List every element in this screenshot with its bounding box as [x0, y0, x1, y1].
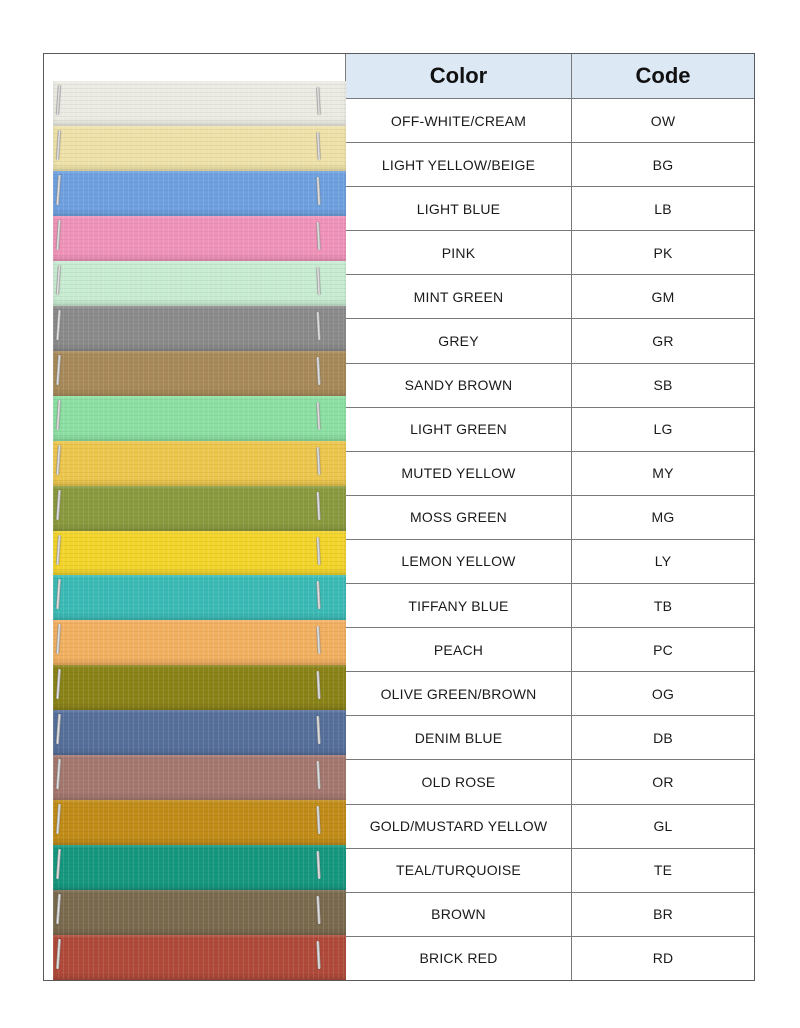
color-code-cell: GM — [651, 288, 675, 305]
color-code-cell: OG — [651, 685, 675, 702]
fabric-swatch — [53, 126, 346, 171]
staple-pin-icon — [56, 714, 61, 744]
color-code-cell: TB — [653, 597, 673, 614]
table-row — [346, 275, 754, 319]
staple-pin-icon — [56, 894, 61, 924]
color-code-cell: LG — [653, 421, 673, 438]
staple-pin-icon — [316, 447, 320, 475]
staple-pin-icon — [56, 534, 61, 564]
staple-pin-icon — [56, 849, 61, 879]
color-name-cell: OLIVE GREEN/BROWN — [346, 672, 572, 715]
table-header-row — [346, 54, 754, 99]
color-code-cell: SB — [653, 377, 673, 394]
staple-pin-icon — [316, 132, 320, 160]
staple-pin-icon — [316, 896, 320, 924]
color-name-cell: MINT GREEN — [346, 275, 572, 318]
fabric-swatch — [53, 441, 346, 486]
color-code-cell: PK — [653, 244, 673, 261]
table-row — [346, 893, 754, 937]
color-name-cell: BRICK RED — [346, 937, 572, 980]
table-row — [346, 143, 754, 187]
table-row — [346, 187, 754, 231]
staple-pin-icon — [316, 581, 320, 609]
color-name-cell: MOSS GREEN — [346, 496, 572, 539]
staple-pin-icon — [56, 220, 61, 250]
staple-pin-icon — [56, 85, 61, 115]
fabric-swatch — [53, 396, 346, 441]
color-code-cell: MY — [652, 465, 674, 482]
staple-pin-icon — [56, 310, 61, 340]
fabric-swatch-photo — [44, 54, 346, 980]
table-row — [346, 849, 754, 893]
color-name-cell: GOLD/MUSTARD YELLOW — [346, 805, 572, 848]
table-row — [346, 628, 754, 672]
swatch-strip — [53, 81, 346, 980]
staple-pin-icon — [56, 130, 61, 160]
color-code-cell: RD — [652, 950, 674, 967]
color-name-cell: TEAL/TURQUOISE — [346, 849, 572, 892]
fabric-swatch — [53, 755, 346, 800]
color-code-cell: LY — [654, 553, 672, 570]
table-row — [346, 760, 754, 804]
fabric-swatch — [53, 845, 346, 890]
fabric-swatch — [53, 665, 346, 710]
color-name-cell: BROWN — [346, 893, 572, 936]
color-code-cell: LB — [654, 200, 672, 217]
table-row — [346, 716, 754, 760]
fabric-swatch — [53, 351, 346, 396]
staple-pin-icon — [56, 265, 61, 295]
color-name-cell: LEMON YELLOW — [346, 540, 572, 583]
table-row — [346, 408, 754, 452]
staple-pin-icon — [56, 579, 61, 609]
fabric-swatch — [53, 486, 346, 531]
staple-pin-icon — [316, 492, 320, 520]
staple-pin-icon — [316, 87, 320, 115]
staple-pin-icon — [316, 806, 320, 834]
staple-pin-icon — [316, 312, 320, 340]
staple-pin-icon — [316, 671, 320, 699]
fabric-swatch — [53, 575, 346, 620]
fabric-swatch — [53, 710, 346, 755]
staple-pin-icon — [56, 445, 61, 475]
table-row — [346, 805, 754, 849]
color-name-cell: OFF-WHITE/CREAM — [346, 99, 572, 142]
staple-pin-icon — [56, 669, 61, 699]
staple-pin-icon — [56, 400, 61, 430]
table-row — [346, 364, 754, 408]
table-row — [346, 99, 754, 143]
staple-pin-icon — [56, 804, 61, 834]
color-name-cell: LIGHT YELLOW/BEIGE — [346, 143, 572, 186]
fabric-swatch — [53, 890, 346, 935]
table-row — [346, 452, 754, 496]
color-code-cell: PC — [653, 641, 673, 658]
color-code-cell: BR — [653, 906, 673, 923]
table-row — [346, 937, 754, 980]
staple-pin-icon — [316, 941, 320, 969]
staple-pin-icon — [316, 402, 320, 430]
staple-pin-icon — [56, 759, 61, 789]
staple-pin-icon — [316, 626, 320, 654]
color-code-table — [346, 54, 754, 980]
color-code-cell: TE — [653, 862, 673, 879]
color-code-cell: GR — [652, 333, 674, 350]
color-name-cell: PEACH — [346, 628, 572, 671]
fabric-swatch — [53, 935, 346, 980]
fabric-swatch — [53, 620, 346, 665]
color-code-cell: BG — [652, 156, 674, 173]
table-row — [346, 672, 754, 716]
staple-pin-icon — [316, 761, 320, 789]
color-code-cell: GL — [653, 818, 673, 835]
fabric-swatch — [53, 800, 346, 845]
fabric-swatch — [53, 171, 346, 216]
staple-pin-icon — [56, 355, 61, 385]
color-name-cell: OLD ROSE — [346, 760, 572, 803]
color-name-cell: SANDY BROWN — [346, 364, 572, 407]
color-name-cell: LIGHT BLUE — [346, 187, 572, 230]
color-name-cell: LIGHT GREEN — [346, 408, 572, 451]
fabric-swatch — [53, 261, 346, 306]
color-name-cell: MUTED YELLOW — [346, 452, 572, 495]
color-name-cell: GREY — [346, 319, 572, 362]
staple-pin-icon — [56, 939, 61, 969]
fabric-swatch — [53, 216, 346, 261]
table-row — [346, 540, 754, 584]
staple-pin-icon — [316, 177, 320, 205]
staple-pin-icon — [316, 222, 320, 250]
color-code-cell: OR — [652, 773, 674, 790]
staple-pin-icon — [316, 536, 320, 564]
color-code-cell: DB — [653, 729, 673, 746]
color-column-header: Color — [346, 54, 572, 98]
staple-pin-icon — [56, 624, 61, 654]
staple-pin-icon — [316, 851, 320, 879]
fabric-swatch — [53, 531, 346, 576]
color-code-cell: OW — [650, 112, 676, 129]
fabric-swatch — [53, 306, 346, 351]
color-chart — [43, 53, 755, 981]
color-name-cell: PINK — [346, 231, 572, 274]
table-row — [346, 496, 754, 540]
color-code-cell: MG — [651, 509, 675, 526]
staple-pin-icon — [316, 267, 320, 295]
color-name-cell: TIFFANY BLUE — [346, 584, 572, 627]
fabric-swatch — [53, 81, 346, 126]
staple-pin-icon — [56, 175, 61, 205]
table-row — [346, 584, 754, 628]
staple-pin-icon — [316, 357, 320, 385]
color-name-cell: DENIM BLUE — [346, 716, 572, 759]
staple-pin-icon — [56, 490, 61, 520]
table-row — [346, 231, 754, 275]
table-row — [346, 319, 754, 363]
code-column-header: Code — [635, 63, 691, 88]
staple-pin-icon — [316, 716, 320, 744]
